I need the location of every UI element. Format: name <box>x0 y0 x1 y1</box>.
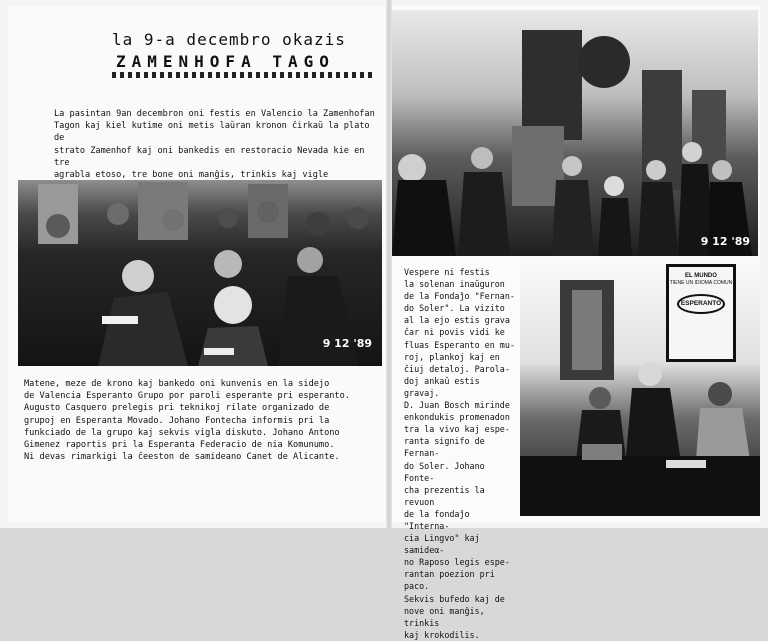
person-body <box>598 198 632 256</box>
title-hash-rule <box>112 72 372 78</box>
person-head <box>398 154 426 182</box>
person-head <box>712 160 732 180</box>
paragraph-line: cha prezentis la revuon <box>404 484 485 507</box>
person-head <box>214 250 242 278</box>
person-head <box>162 209 184 231</box>
person-head <box>107 203 129 225</box>
window-shape <box>138 182 188 240</box>
person-head <box>218 208 238 228</box>
paragraph-line: de la fondaĵo "Interna- <box>404 508 470 531</box>
person-head <box>214 286 252 324</box>
morning-meeting-paragraph <box>24 378 384 463</box>
person-head <box>646 160 666 180</box>
photo-street-group <box>392 10 758 256</box>
esperanto-sign <box>666 264 736 362</box>
paragraph-line: cia Lingvo" kaj samideα- <box>404 533 480 556</box>
person-head <box>257 201 279 223</box>
paragraph-line: al la ejo estis grava <box>404 315 510 326</box>
papers-shape <box>204 348 234 355</box>
paragraph-line: doj ankaŭ estis gravaj. <box>404 375 480 398</box>
intro-line: agrabla etoso, tre bone oni manĝis, trinkis kaj vigle <box>54 170 329 181</box>
device-shape <box>582 444 622 460</box>
paragraph-line: ranta signifo de Fernan- <box>404 436 485 459</box>
paragraph-line: la solenan inaŭguron <box>404 279 505 290</box>
sign-esperanto-badge: ESPERANTO <box>677 294 725 314</box>
person-body <box>458 172 510 256</box>
paragraph-line: Gimenez raportis pri la Esperanta Federacio de nia Komunumo. <box>24 440 335 451</box>
paragraph-line: kaj krokodilis. <box>404 629 480 640</box>
street-photo-drawing <box>392 10 758 256</box>
person-head <box>604 176 624 196</box>
paragraph-line: do Soler". La vizito <box>404 303 505 314</box>
article-kicker: la 9-a decembro okazis <box>112 30 346 49</box>
person-head <box>708 382 732 406</box>
person-body <box>392 180 456 256</box>
sign-heading: EL MUNDO <box>685 273 717 279</box>
paragraph-line: rantan poezion pri paco. <box>404 569 495 592</box>
person-body <box>198 326 268 366</box>
person-body <box>98 292 188 366</box>
intro-line: strato Zamenhof kaj oni bankedis en restoracio Nevada kie en tre <box>54 145 365 168</box>
person-head <box>682 142 702 162</box>
person-head <box>562 156 582 176</box>
paragraph-line: roj, plankoj kaj en <box>404 351 500 362</box>
photo-meeting-audience <box>18 180 382 366</box>
person-body <box>278 276 358 366</box>
paragraph-line: ĉiuj detaloj. Parola- <box>404 363 510 374</box>
article-title: ZAMENHOFA TAGO <box>116 52 335 71</box>
paragraph-line: de la Fondaĵo "Fernan- <box>404 291 515 302</box>
person-body <box>696 408 750 460</box>
person-head <box>471 147 493 169</box>
person-head <box>347 207 369 229</box>
evening-inauguration-paragraph <box>404 266 516 641</box>
person-head <box>297 247 323 273</box>
doorway-glass-shape <box>572 290 602 370</box>
paragraph-line: no Raposo legis espe- <box>404 557 510 568</box>
person-body <box>638 182 678 256</box>
paragraph-line: Sekvis bufedo kaj de <box>404 593 505 604</box>
person-head <box>589 387 611 409</box>
shop-window-shape <box>522 30 582 140</box>
photo-date-stamp: 9 12 '89 <box>322 337 372 350</box>
paragraph-line: Vespere ni festis <box>404 267 490 277</box>
person-head <box>638 362 662 386</box>
person-body <box>626 388 680 456</box>
paragraph-line: fluas Esperanto en mu- <box>404 339 515 350</box>
paragraph-line: tra la vivo kaj espe- <box>404 424 510 435</box>
paragraph-line: Matene, meze de krono kaj bankedo oni kunvenis en la sidejo <box>24 379 330 389</box>
person-head <box>46 214 70 238</box>
paragraph-line: D. Juan Bosch mirinde <box>404 400 510 411</box>
paragraph-line: Ni devas rimarkigi la ĉeeston de samideano Canet de Alicante. <box>24 452 340 463</box>
person-head <box>122 260 154 292</box>
wreath-shape <box>578 36 630 88</box>
paragraph-line: do Soler. Johano Fonte- <box>404 460 485 483</box>
paragraph-line: ĉar ni povis vidi ke <box>404 327 505 338</box>
paragraph-line: de Valencia Esperanto Grupo por paroli esperante pri esperanto. <box>24 391 350 402</box>
paragraph-line: nove oni manĝis, trinkis <box>404 605 485 628</box>
papers-shape <box>102 316 138 324</box>
photo-date-stamp: 9 12 '89 <box>700 235 750 248</box>
intro-line: Tagon kaj kiel kutime oni metis laŭran kronon ĉirkaŭ la plato de <box>54 121 370 144</box>
paragraph-line: funkciado de la grupo kaj sekvis vigla diskuto. Johano Antono <box>24 427 340 438</box>
paragraph-line: enkondukis promenadon <box>404 412 510 423</box>
intro-line: La pasintan 9an decembron oni festis en Valencio la Zamenhofan <box>54 109 375 119</box>
person-head <box>306 212 330 236</box>
person-body <box>552 180 594 256</box>
sign-subheading: TIENE UN IDIOMA COMUN <box>669 280 733 286</box>
paragraph-line: grupoj en Esperanta Movado. Johano Fontecha informis pri la <box>24 415 330 426</box>
paragraph-line: Augusto Casquero prelegis pri teknikoj rilate organizado de <box>24 403 330 414</box>
papers-shape <box>666 460 706 468</box>
table-shape <box>520 456 760 516</box>
